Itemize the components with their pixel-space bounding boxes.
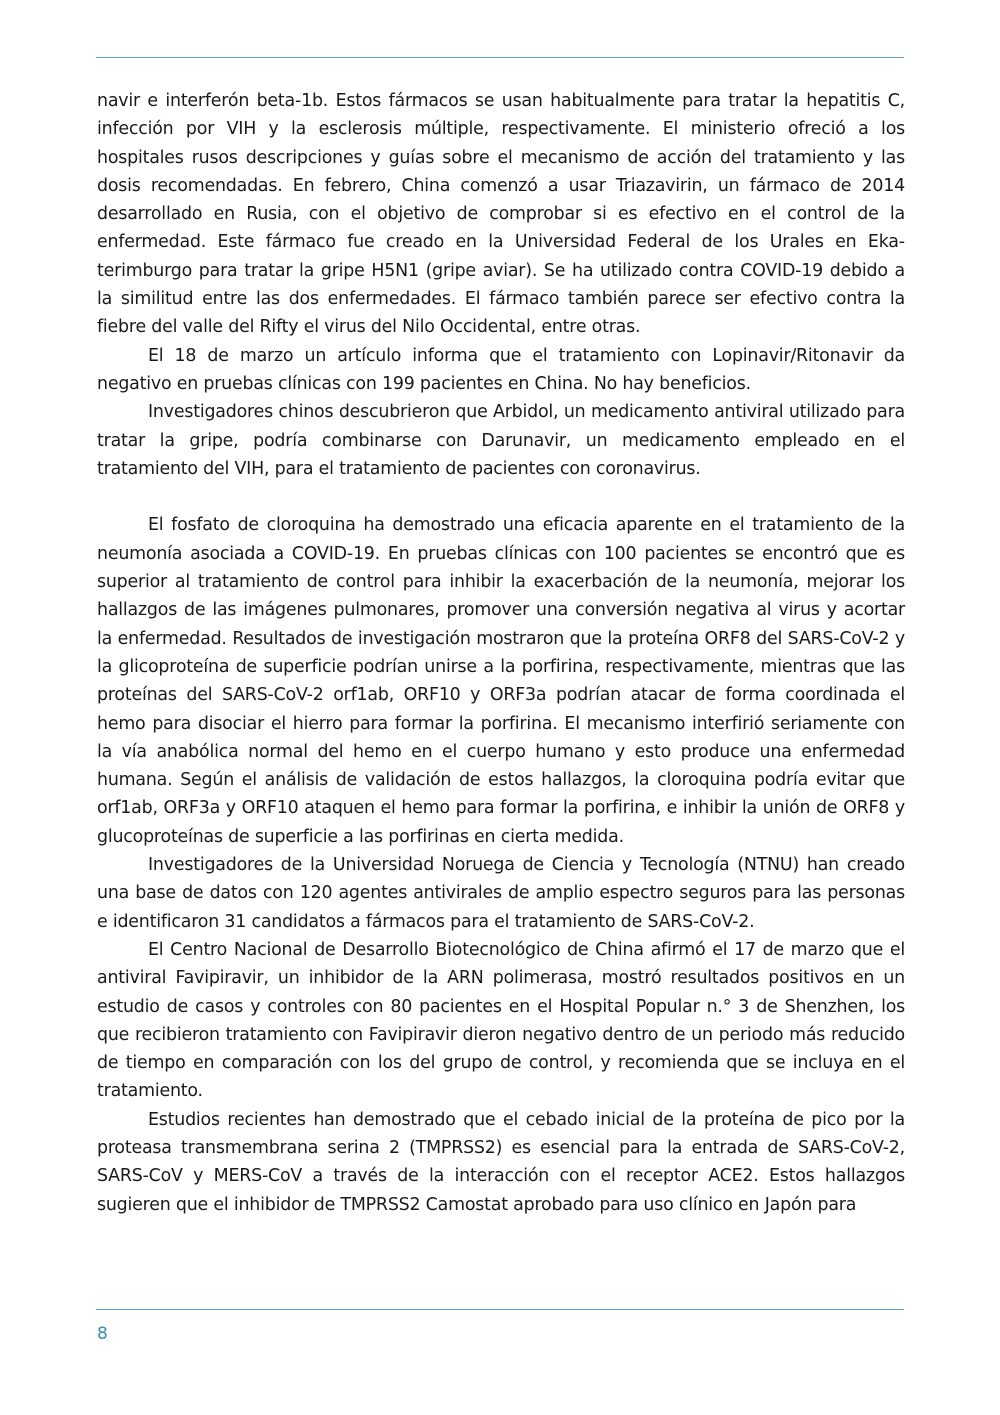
paragraph-2: El 18 de marzo un artículo informa que el tratamiento con Lopinavir/Ritonavir da negativo en pruebas clínicas con 199 pacientes en China. No hay beneficios. bbox=[97, 345, 905, 394]
header-rule bbox=[96, 57, 904, 58]
page-body bbox=[97, 87, 905, 1219]
paragraph-7: Estudios recientes han demostrado que el cebado inicial de la proteína de pico por la proteasa transmembrana serina 2 (TMPRSS2) es esencial para la entrada de SARS-CoV-2, SARS-CoV y MERS-CoV a través de la interacción con el receptor ACE2. Estos hallazgos sugieren que el inhibidor de TMPRSS2 Camostat aprobado para uso clínico en Japón para bbox=[97, 1109, 905, 1215]
page-number: 8 bbox=[97, 1324, 108, 1344]
paragraph-5: Investigadores de la Universidad Noruega de Ciencia y Tecnología (NTNU) han creado una base de datos con 120 agentes antivirales de amplio espectro seguros para las personas e identificaron 31 candidatos a fármacos para el tratamiento de SARS-CoV-2. bbox=[97, 855, 905, 932]
footer-rule bbox=[96, 1309, 904, 1310]
paragraph-4: El fosfato de cloroquina ha demostrado una eficacia aparente en el tratamiento de la neumonía asociada a COVID-19. En pruebas clínicas con 100 pacientes se encontró que es superior al tratamiento de control para inhibir la exacerbación de la neumonía, mejorar los hallazgos de las imágenes pulmonares, promover una conversión negativa al virus y acortar la enfermedad. Resultados de investigación mostraron que la proteína ORF8 del SARS-CoV-2 y la glicoproteína de superficie podrían unirse a la porfirina, respectivamente, mientras que las proteínas del SARS-CoV-2 orf1ab, ORF10 y ORF3a podrían atacar de forma coordinada el hemo para disociar el hierro para formar la porfirina. El mecanismo interfirió seriamente con la vía anabólica normal del hemo en el cuerpo humano y esto produce una enfermedad humana. Según el análisis de validación de estos hallazgos, la cloroquina podría evitar que orf1ab, ORF3a y ORF10 ataquen el hemo para formar la porfirina, e inhibir la unión de ORF8 y glucoproteínas de superficie a las porfirinas en cierta medida. bbox=[97, 515, 905, 847]
paragraph-3: Investigadores chinos descubrieron que Arbidol, un medicamento antiviral utilizado para tratar la gripe, podría combinarse con Darunavir, un medicamento empleado en el tratamiento del VIH, para el tratamiento de pacientes con coronavirus. bbox=[97, 402, 905, 479]
paragraph-6: El Centro Nacional de Desarrollo Biotecnológico de China afirmó el 17 de marzo que el antiviral Favipiravir, un inhibidor de la ARN polimerasa, mostró resultados positivos en un estudio de casos y controles con 80 pacientes en el Hospital Popular n.° 3 de Shenzhen, los que recibieron tratamiento con Favipiravir dieron negativo dentro de un periodo más reducido de tiempo en comparación con los del grupo de control, y recomienda que se incluya en el tratamiento. bbox=[97, 939, 905, 1102]
paragraph-1: navir e interferón beta-1b. Estos fármacos se usan habitualmente para tratar la hepatitis C, infección por VIH y la esclerosis múltiple, respectivamente. El ministerio ofreció a los hospitales rusos descripciones y guías sobre el mecanismo de acción del tratamiento y las dosis recomendadas. En febrero, China comenzó a usar Triazavirin, un fármaco de 2014 desarrollado en Rusia, con el objetivo de comprobar si es efectivo en el control de la enfermedad. Este fármaco fue creado en la Universidad Federal de los Urales en Ekaterimburgo para tratar la gripe H5N1 (gripe aviar). Se ha utilizado contra COVID-19 debido a la similitud entre las dos enfermedades. El fármaco también parece ser efectivo contra la fiebre del valle del Rifty el virus del Nilo Occidental, entre otras. bbox=[97, 91, 905, 338]
